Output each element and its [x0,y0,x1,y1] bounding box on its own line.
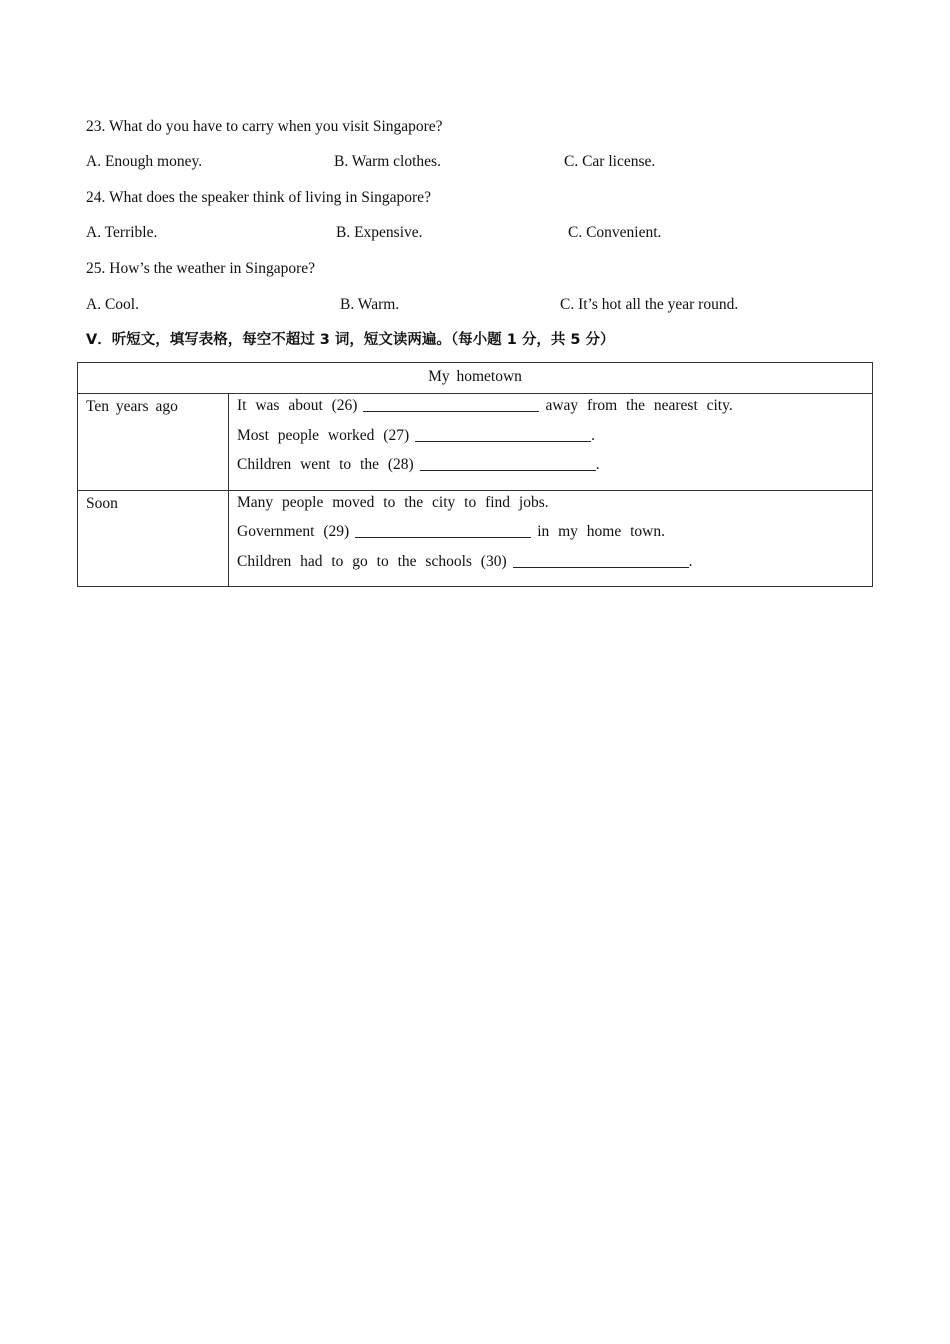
question-25: 25. How’s the weather in Singapore? [86,260,315,277]
question-24: 24. What does the speaker think of living in Singapore? [86,189,431,206]
q23-option-b: B. Warm clothes. [334,153,441,170]
question-23: 23. What do you have to carry when you visit Singapore? [86,118,443,135]
row-label-soon: Soon [78,490,229,587]
row-content-soon [229,490,873,587]
hometown-table [77,362,873,587]
line-26: It was about (26) away from the nearest city. [237,397,733,414]
section-v-title: V．听短文，填写表格，每空不超过 3 词，短文读两遍。（每小题 1 分，共 5 分） [86,332,615,348]
table-row-soon [78,490,873,587]
blank-26[interactable] [363,395,539,412]
blank-30[interactable] [513,551,689,568]
blank-29[interactable] [355,521,531,538]
blank-28[interactable] [420,454,596,471]
row-content-ten-years-ago [229,394,873,491]
table-row-ten-years-ago [78,394,873,491]
q23-option-a: A. Enough money. [86,153,203,170]
q24-option-b: B. Expensive. [336,224,423,241]
q25-option-c: C. It’s hot all the year round. [560,296,739,313]
line-soon-1: Many people moved to the city to find jobs. [237,493,549,511]
line-27: Most people worked (27) . [237,426,595,444]
q23-option-c: C. Car license. [564,153,656,170]
q24-option-c: C. Convenient. [568,224,662,241]
table-header: My hometown [78,363,873,394]
line-30: Children had to go to the schools (30) . [237,552,693,570]
blank-27[interactable] [415,425,591,442]
line-29: Government (29) in my home town. [237,523,665,540]
row-label-ten-years-ago: Ten years ago [78,394,229,491]
q24-option-a: A. Terrible. [86,224,158,241]
line-28: Children went to the (28) . [237,456,600,473]
q25-option-b: B. Warm. [340,296,400,313]
q25-option-a: A. Cool. [86,296,139,313]
